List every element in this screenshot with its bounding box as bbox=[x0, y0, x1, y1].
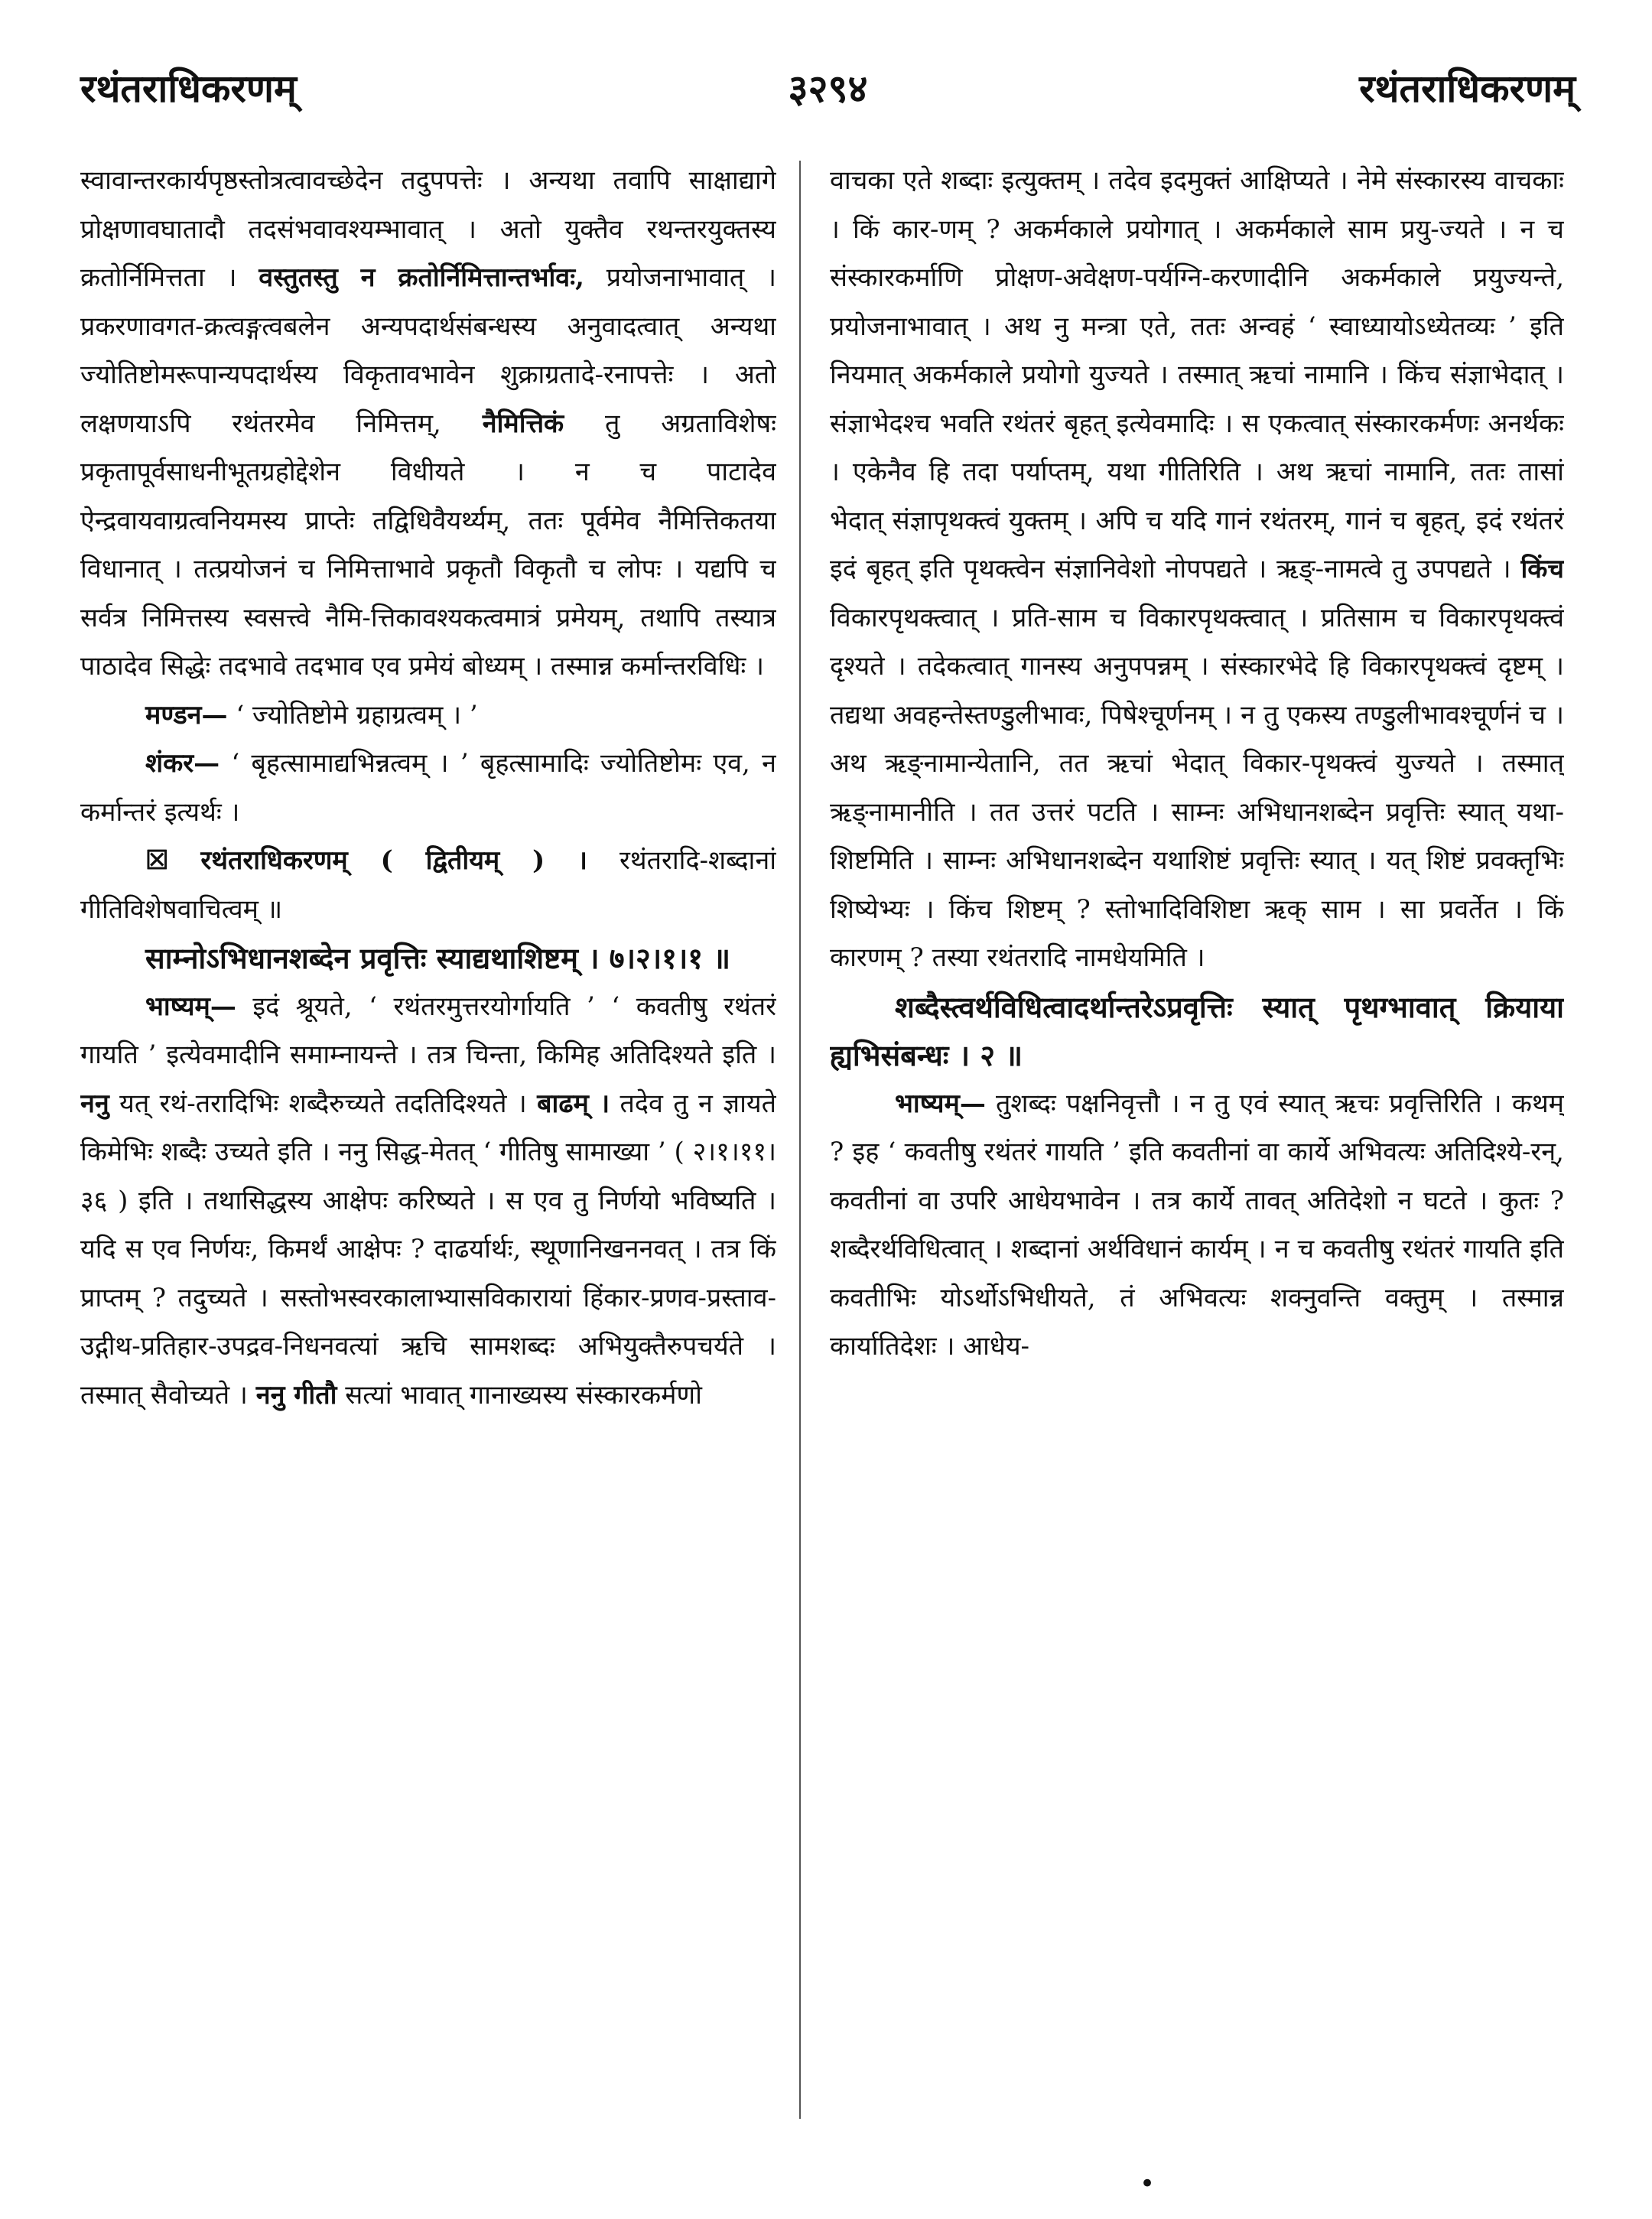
adhikarana-heading: ☒ रथंतराधिकरणम् ( द्वितीयम् ) । रथंतरादि-शब्दानां गीतिविशेषवाचित्वम् ॥ bbox=[80, 845, 776, 925]
footer-mark: • bbox=[1140, 2169, 1156, 2199]
sutra: शब्दैस्त्वर्थविधित्वादर्थान्तरेऽप्रवृत्तिः स्यात् पृथग्भावात् क्रियाया ह्यभिसंबन्धः । २ ॥ bbox=[830, 989, 1564, 1072]
column-divider bbox=[799, 161, 801, 2119]
page-number: ३२९४ bbox=[788, 66, 868, 111]
running-title-left: रथंतराधिकरणम् bbox=[80, 66, 297, 111]
paragraph: वाचका एते शब्दाः इत्युक्तम् । तदेव इदमुक्तं आक्षिप्यते । नेमे संस्कारस्य वाचकाः । किं कार-णम् ? अकर्मकाले प्रयोगात् । अकर्मकाले साम प्रयु-ज्यते । न च संस्कारकर्माणि प्रोक्षण-अवेक्षण-पर्यग्नि-करणादीनि अकर्मकाले प्रयुज्यन्ते, प्रयोजनाभावात् । अथ नु मन्त्रा एते, ततः अन्वहं ‘ स्वाध्यायोऽध्येतव्यः ’ इति नियमात् अकर्मकाले प्रयोगो युज्यते । तस्मात् ऋचां नामानि । किंच संज्ञाभेदात् । संज्ञाभेदश्च भवति रथंतरं बृहत् इत्येवमादिः । स एकत्वात् संस्कारकर्मणः अनर्थकः । एकेनैव हि तदा पर्याप्तम्, यथा गीतिरिति । अथ ऋचां नामानि, ततः तासां भेदात् संज्ञापृथक्त्वं युक्तम् । अपि च यदि गानं रथंतरम्, गानं च बृहत्, इदं रथंतरं इदं बृहत् इति पृथक्त्वेन संज्ञानिवेशो नोपपद्यते । ऋङ्-नामत्वे तु उपपद्यते । किंच विकारपृथक्त्वात् । प्रति-साम च विकारपृथक्त्वात् । प्रतिसाम च विकारपृथक्त्वं दृश्यते । तदेकत्वात् गानस्य अनुपपन्नम् । संस्कारभेदे हि विकारपृथक्त्वं दृष्टम् । तद्यथा अवहन्तेस्तण्डुलीभावः, पिषेश्चूर्णनम् । न तु एकस्य तण्डुलीभावश्चूर्णनं च । अथ ऋङ्नामान्येतानि, तत ऋचां भेदात् विकार-पृथक्त्वं युज्यते । तस्मात् ऋङ्नामानीति । तत उत्तरं पटति । साम्नः अभिधानशब्देन प्रवृत्तिः स्यात् यथा-शिष्टमिति । साम्नः अभिधानशब्देन यथाशिष्टं प्रवृत्तिः स्यात् । यत् शिष्टं प्रवक्तृभिः शिष्येभ्यः । किंच शिष्टम् ? स्तोभादिविशिष्टा ऋक् साम । सा प्रवर्तेत । किं कारणम् ? तस्या रथंतरादि नामधेयमिति । bbox=[830, 165, 1564, 973]
page-header bbox=[80, 61, 1576, 122]
running-title-right: रथंतराधिकरणम् bbox=[1359, 66, 1576, 111]
mandana-comment: मण्डन— ‘ ज्योतिष्टोमे ग्रहाग्रत्वम् । ’ bbox=[145, 699, 478, 730]
sutra: साम्नोऽभिधानशब्देन प्रवृत्तिः स्याद्यथाशिष्टम् । ७।२।१।१ ॥ bbox=[145, 941, 731, 975]
shankara-comment: शंकर— ‘ बृहत्सामाद्यभिन्नत्वम् । ’ बृहत्सामादिः ज्योतिष्टोमः एव, न कर्मान्तरं इत्यर्थः । bbox=[80, 748, 776, 828]
left-column bbox=[80, 157, 776, 2115]
paragraph: स्वावान्तरकार्यपृष्ठस्तोत्रत्वावच्छेदेन तदुपपत्तेः । अन्यथा तवापि साक्षाद्यागे प्रोक्षणावघातादौ तदसंभवावश्यम्भावात् । अतो युक्तैव रथन्तरयुक्तस्य क्रतोर्निमित्तता । वस्तुतस्तु न क्रतोर्निमित्तान्तर्भावः, प्रयोजनाभावात् । प्रकरणावगत-क्रत्वङ्गत्वबलेन अन्यपदार्थसंबन्धस्य अनुवादत्वात् अन्यथा ज्योतिष्टोमरूपान्यपदार्थस्य विकृतावभावेन शुक्राग्रतादे-रनापत्तेः । अतो लक्षणयाऽपि रथंतरमेव निमित्तम्, नैमित्तिकं तु अग्रताविशेषः प्रकृतापूर्वसाधनीभूतग्रहोद्देशेन विधीयते । न च पाटादेव ऐन्द्रवायवाग्रत्वनियमस्य प्राप्तेः तद्विधिवैयर्थ्यम्, ततः पूर्वमेव नैमित्तिकतया विधानात् । तत्प्रयोजनं च निमित्ताभावे प्रकृतौ विकृतौ च लोपः । यद्यपि च सर्वत्र निमित्तस्य स्वसत्त्वे नैमि-त्तिकावश्यकत्वमात्रं प्रमेयम्, तथापि तस्यात्र पाठादेव सिद्धेः तदभावे तदभाव एव प्रमेयं बोध्यम् । तस्मान्न कर्मान्तरविधिः । bbox=[80, 165, 776, 682]
bhashya: भाष्यम्— तुशब्दः पक्षनिवृत्तौ । न तु एवं स्यात् ऋचः प्रवृत्तिरिति । कथम् ? इह ‘ कवतीषु रथंतरं गायति ’ इति कवतीनां वा कार्ये अभिवत्यः अतिदिश्ये-रन्, कवतीनां वा उपरि आधेयभावेन । तत्र कार्ये तावत् अतिदेशो न घटते । कुतः ? शब्दैरर्थविधित्वात् । शब्दानां अर्थविधानं कार्यम् । न च कवतीषु रथंतरं गायति इति कवतीभिः योऽर्थोऽभिधीयते, तं अभिवत्यः शक्नुवन्ति वक्तुम् । तस्मान्न कार्यातिदेशः । आधेय- bbox=[830, 1088, 1564, 1362]
right-column bbox=[830, 157, 1564, 2115]
section-symbol-icon: ☒ bbox=[145, 845, 169, 876]
bhashya: भाष्यम्— इदं श्रूयते, ‘ रथंतरमुत्तरयोर्गायति ’ ‘ कवतीषु रथंतरं गायति ’ इत्येवमादीनि समाम्नायन्ते । तत्र चिन्ता, किमिह अतिदिश्यते इति । ननु यत् रथं-तरादिभिः शब्दैरुच्यते तदतिदिश्यते । बाढम् । तदेव तु न ज्ञायते किमेभिः शब्दैः उच्यते इति । ननु सिद्ध-मेतत् ‘ गीतिषु सामाख्या ’ ( २।१।११।३६ ) इति । तथासिद्धस्य आक्षेपः करिष्यते । स एव तु निर्णयो भविष्यति । यदि स एव निर्णयः, किमर्थं आक्षेपः ? दाढर्यार्थः, स्थूणानिखननवत् । तत्र किं प्राप्तम् ? तदुच्यते । सस्तोभस्वरकालाभ्यासविकारायां हिंकार-प्रणव-प्रस्ताव-उद्गीथ-प्रतिहार-उपद्रव-निधनवत्यां ऋचि सामशब्दः अभियुक्तैरुपचर्यते । तस्मात् सैवोच्यते । ननु गीतौ सत्यां भावात् गानाख्यस्य संस्कारकर्मणो bbox=[80, 991, 776, 1410]
